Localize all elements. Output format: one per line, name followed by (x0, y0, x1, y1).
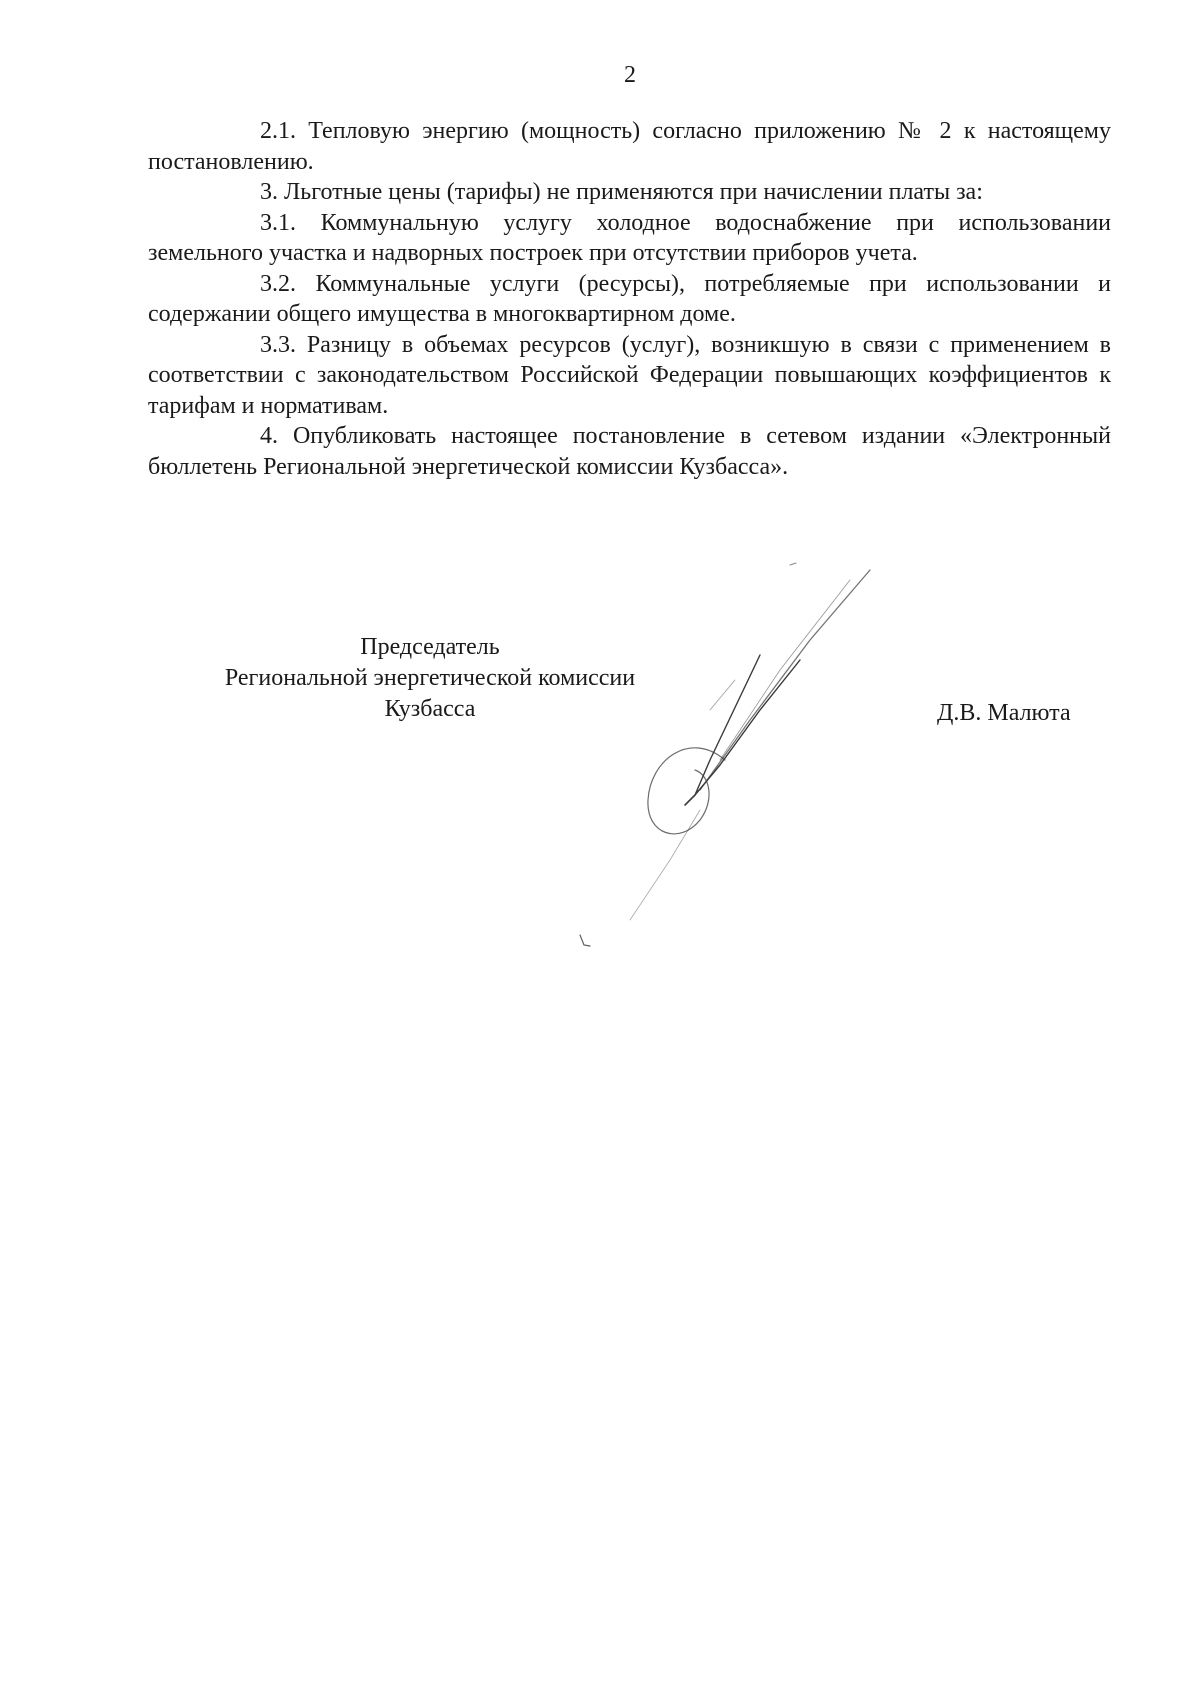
paragraph-number: 4. (260, 423, 278, 449)
paragraph-text: Коммунальную услугу холодное водоснабжение при использовании земельного участка и надворных построек при отсутствии приборов учета. (148, 209, 1112, 266)
paragraph-3-1 (148, 208, 1111, 269)
paragraph-2-1 (148, 116, 1111, 177)
paragraph-text: Опубликовать настоящее постановление в сетевом издании «Электронный бюллетень Региональной энергетической комиссии Кузбасса». (148, 423, 1111, 480)
signatory-title-line: Кузбасса (384, 696, 476, 722)
paragraph-number: 3.1. (260, 209, 296, 236)
paragraph-3-2 (148, 269, 1111, 330)
document-body (148, 116, 1111, 482)
signatory-title-line: Председатель (360, 634, 500, 660)
paragraph-number: 3. (260, 179, 278, 205)
paragraph-text: Разницу в объемах ресурсов (услуг), возникшую в связи с применением в соответствии с законодательством Российской Федерации повышающих коэффициентов к тарифам и нормативам. (148, 331, 1111, 419)
signatory-title-line: Региональной энергетической комиссии (224, 665, 636, 691)
paragraph-text: Коммунальные услуги (ресурсы), потребляемые при использовании и содержании общего имущества в многоквартирном доме. (148, 270, 1111, 327)
paragraph-number: 3.2. (260, 270, 296, 297)
signatory-name: Д.В. Малюта (937, 700, 1071, 726)
paragraph-3-3 (148, 330, 1111, 422)
paragraph-4 (148, 421, 1111, 482)
paragraph-3 (148, 177, 1111, 208)
paragraph-number: 3.3. (260, 331, 296, 358)
paragraph-text: Льготные цены (тарифы) не применяются при начислении платы за: (284, 179, 983, 205)
paragraph-text: Тепловую энергию (мощность) согласно приложению № 2 к настоящему постановлению. (148, 118, 1111, 175)
handwritten-signature (560, 560, 980, 960)
paragraph-number: 2.1. (260, 118, 296, 144)
page-number: 2 (624, 62, 636, 88)
